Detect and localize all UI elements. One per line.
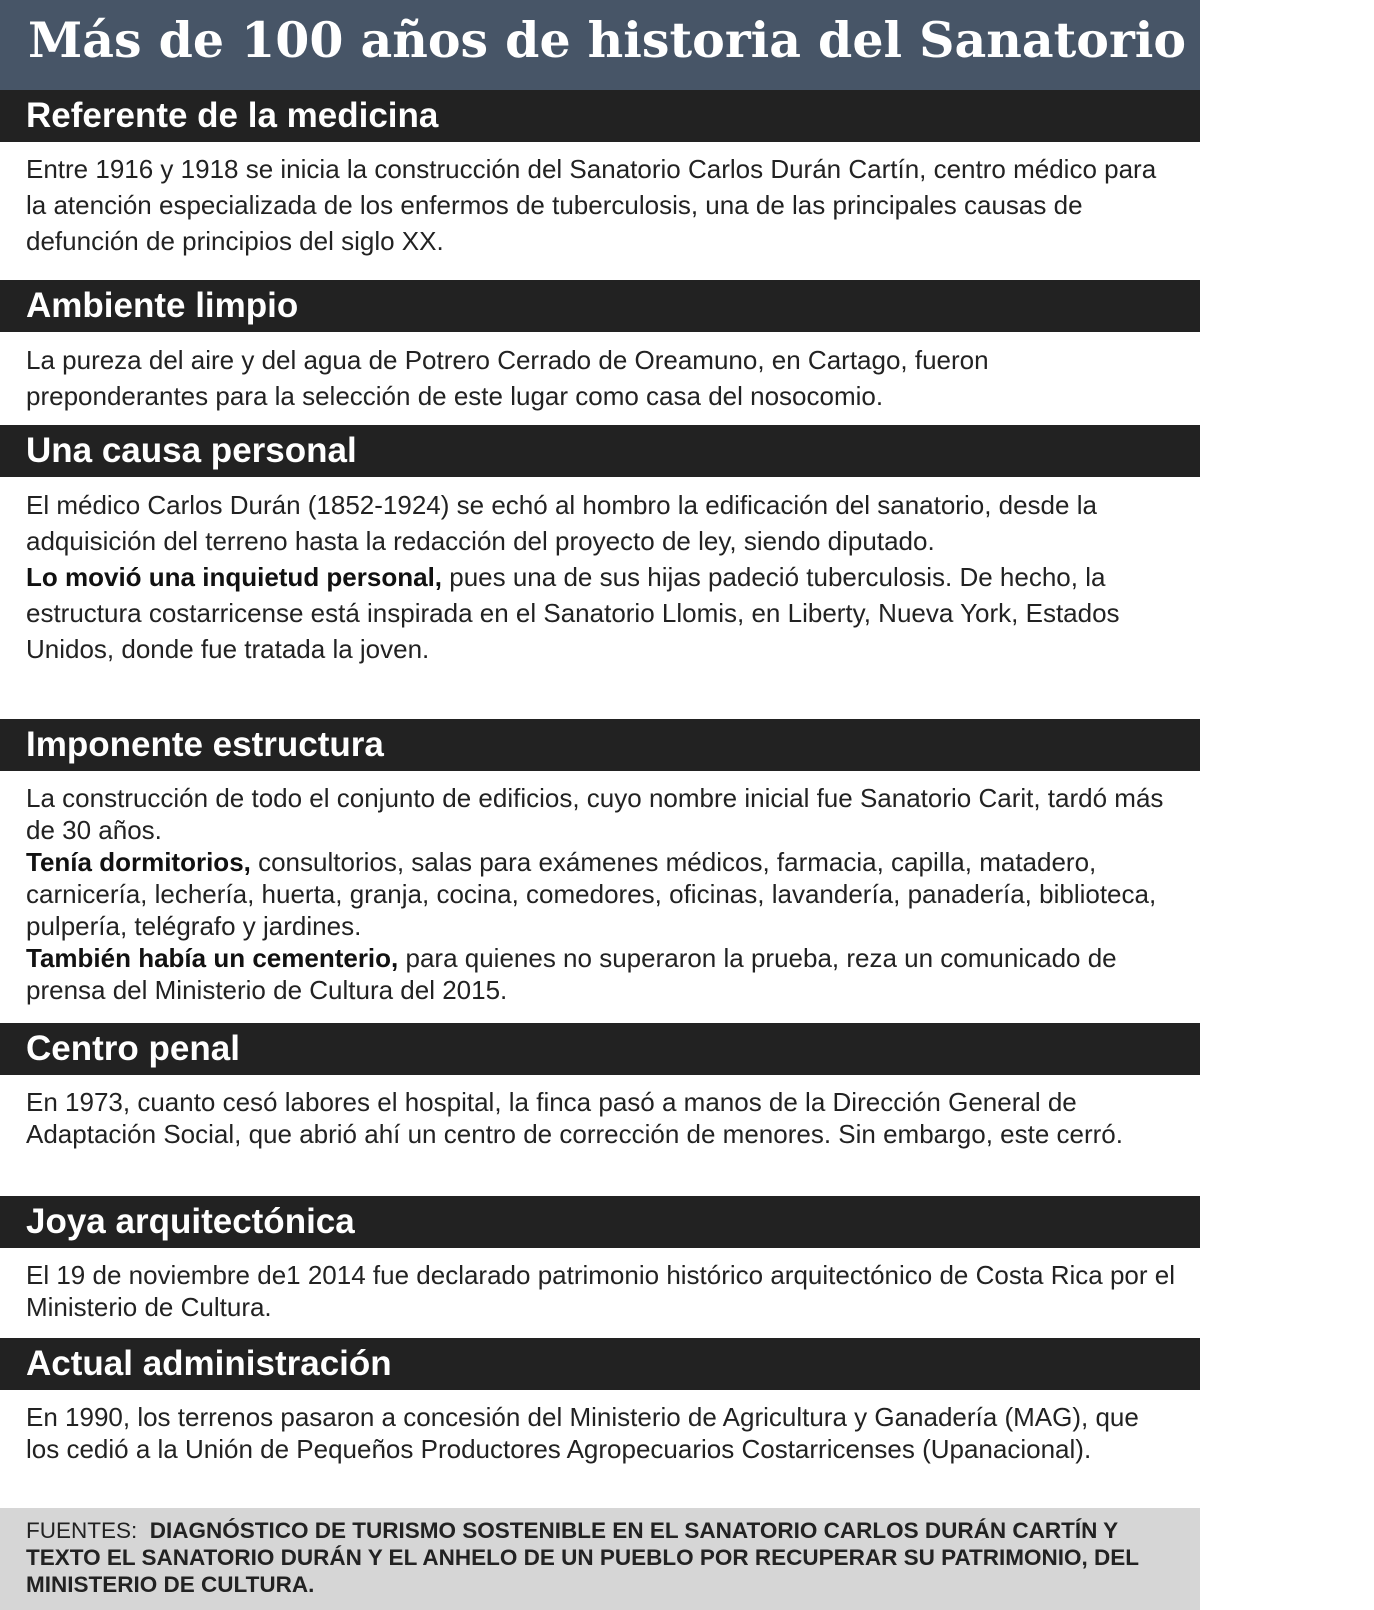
section-body-centro-penal	[26, 1086, 1176, 1150]
section-body-joya	[26, 1259, 1176, 1323]
section-paragraph	[26, 782, 1176, 846]
section-body-administracion	[26, 1401, 1176, 1465]
section-paragraph	[26, 151, 1176, 259]
section-paragraph	[26, 487, 1176, 559]
section-paragraph	[26, 1401, 1176, 1465]
paragraph-text: En 1973, cuanto cesó labores el hospital, la finca pasó a manos de la Dirección General de Adaptación Social, que abrió ahí un centro de corrección de menores. Sin embargo, este cerró.	[26, 1087, 1123, 1149]
section-body-ambiente	[26, 342, 1176, 414]
section-paragraph	[26, 846, 1176, 942]
section-heading-joya: Joya arquitectónica	[0, 1196, 1200, 1248]
paragraph-text: consultorios, salas para exámenes médicos, farmacia, capilla, matadero, carnicería, lechería, huerta, granja, cocina, comedores, oficinas, lavandería, panadería, biblioteca, pulpería, telégrafo y jardines.	[26, 847, 1157, 941]
paragraph-text: pues una de sus hijas padeció tuberculosis. De hecho, la estructura costarricense está inspirada en el Sanatorio Llomis, en Liberty, Nueva York, Estados Unidos, donde fue tratada la joven.	[26, 562, 1120, 664]
section-body-referente	[26, 151, 1176, 259]
paragraph-text: La construcción de todo el conjunto de edificios, cuyo nombre inicial fue Sanatorio Carit, tardó más de 30 años.	[26, 783, 1164, 845]
section-heading-centro-penal: Centro penal	[0, 1023, 1200, 1075]
paragraph-text: El 19 de noviembre de1 2014 fue declarado patrimonio histórico arquitectónico de Costa Rica por el Ministerio de Cultura.	[26, 1260, 1176, 1322]
section-paragraph	[26, 942, 1176, 1006]
section-paragraph	[26, 342, 1176, 414]
section-heading-causa-personal: Una causa personal	[0, 425, 1200, 477]
section-heading-administracion: Actual administración	[0, 1338, 1200, 1390]
section-paragraph	[26, 1259, 1176, 1323]
section-body-estructura	[26, 782, 1176, 1006]
paragraph-text: El médico Carlos Durán (1852-1924) se echó al hombro la edificación del sanatorio, desde la adquisición del terreno hasta la redacción del proyecto de ley, siendo diputado.	[26, 490, 1097, 556]
paragraph-text: para quienes no superaron la prueba, reza un comunicado de prensa del Ministerio de Cultura del 2015.	[26, 943, 1117, 1005]
paragraph-text: Entre 1916 y 1918 se inicia la construcción del Sanatorio Carlos Durán Cartín, centro médico para la atención especializada de los enfermos de tuberculosis, una de las principales causas de defunción de principios del siglo XX.	[26, 154, 1157, 256]
section-paragraph	[26, 559, 1176, 667]
sources-label: FUENTES:	[26, 1518, 138, 1543]
paragraph-lead: Tenía dormitorios,	[26, 847, 251, 877]
section-heading-ambiente: Ambiente limpio	[0, 280, 1200, 332]
section-heading-estructura: Imponente estructura	[0, 719, 1200, 771]
paragraph-lead: Lo movió una inquietud personal,	[26, 562, 443, 592]
paragraph-lead: También había un cementerio,	[26, 943, 399, 973]
section-paragraph	[26, 1086, 1176, 1150]
paragraph-text: La pureza del aire y del agua de Potrero Cerrado de Oreamuno, en Cartago, fueron preponderantes para la selección de este lugar como casa del nosocomio.	[26, 345, 989, 411]
sources-text: DIAGNÓSTICO DE TURISMO SOSTENIBLE EN EL SANATORIO CARLOS DURÁN CARTÍN Y TEXTO EL SANATORIO DURÁN Y EL ANHELO DE UN PUEBLO POR RECUPERAR SU PATRIMONIO, DEL MINISTERIO DE CULTURA.	[26, 1518, 1139, 1597]
paragraph-text: En 1990, los terrenos pasaron a concesión del Ministerio de Agricultura y Ganadería (MAG), que los cedió a la Unión de Pequeños Productores Agropecuarios Costarricenses (Upanacional).	[26, 1402, 1139, 1464]
sources-footer	[0, 1508, 1200, 1610]
section-heading-referente: Referente de la medicina	[0, 90, 1200, 142]
section-body-causa-personal	[26, 487, 1176, 667]
page-title: Más de 100 años de historia del Sanatorio Durán	[0, 0, 1200, 90]
